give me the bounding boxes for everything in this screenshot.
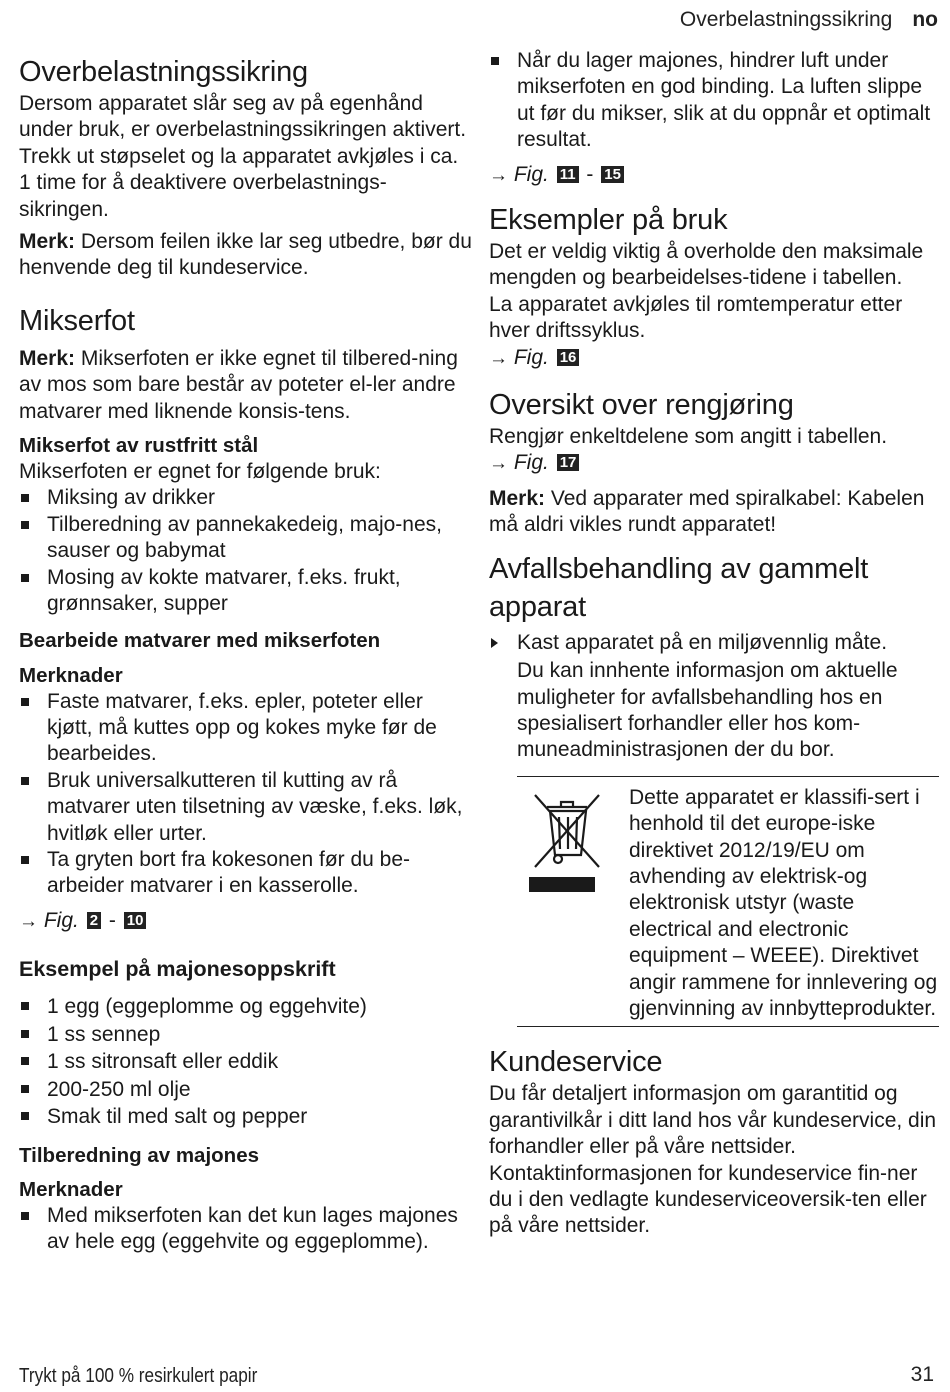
list-item: Mosing av kokte matvarer, f.eks. frukt, grønnsaker, supper: [19, 565, 474, 618]
arrow-right-icon: →: [489, 453, 508, 475]
arrow-right-icon: →: [489, 347, 508, 369]
note-label: Merk:: [489, 486, 546, 510]
list-item: Bruk universalkutteren til kutting av rå matvarer uten tilsetning av væske, f.eks. løk, hvitløk eller urter.: [19, 768, 474, 847]
fig-number-badge: 16: [557, 349, 580, 366]
figure-reference: [19, 908, 474, 935]
list-item: 200-250 ml olje: [19, 1076, 474, 1104]
recipe-heading: Eksempel på majonesoppskrift: [19, 957, 336, 982]
weee-text: Dette apparatet er klassifi-sert i henhold til det europe-iske direktivet 2012/19/EU om avhending av elektrisk-og elektronisk utstyr (waste electrical and electronic equipment – WEEE). Direktivet angir rammene for innlevering og gjenvinning av innbytteprodukter.: [629, 785, 938, 1020]
prep-heading: Tilberedning av majones: [19, 1143, 259, 1167]
right-column: [489, 0, 941, 1240]
figure-reference: [489, 345, 941, 372]
arrow-right-icon: →: [19, 910, 38, 932]
list-item: Smak til med salt og pepper: [19, 1103, 474, 1131]
list-item: Med mikserfoten kan det kun lages majones av hele egg (eggehvite og eggeplomme).: [19, 1203, 474, 1256]
fig-range-separator: -: [586, 162, 594, 186]
process-list: [19, 689, 474, 900]
note-text: Ved apparater med spiralkabel: Kabelen må aldri vikles rundt apparatet!: [489, 486, 925, 537]
fig-number-badge: 10: [124, 912, 147, 929]
fig-number-badge: 17: [557, 454, 580, 471]
cleaning-paragraph: Rengjør enkeltdelene som angitt i tabellen.: [489, 425, 888, 449]
arrow-right-icon: →: [489, 164, 508, 186]
mixer-heading: Mikserfot: [19, 304, 135, 337]
disposal-heading: Avfallsbehandling av gammelt apparat: [489, 552, 869, 623]
cleaning-heading: Oversikt over rengjøring: [489, 389, 794, 422]
footer-recycled-note: Trykt på 100 % resirkulert papir: [19, 1365, 258, 1387]
running-header-title: Overbelastningssikring: [679, 8, 893, 31]
fig-label: Fig.: [513, 451, 549, 475]
notes-label: Merknader: [19, 663, 123, 687]
left-column: [19, 0, 474, 1255]
examples-paragraph-1: Det er veldig viktig å overholde den maksimale mengden og bearbeidelses-tidene i tabellen.: [489, 240, 924, 290]
list-item: Faste matvarer, f.eks. epler, poteter eller kjøtt, må kuttes opp og kokes myke før de bearbeides.: [19, 689, 474, 768]
overload-heading: Overbelastningssikring: [19, 56, 308, 88]
figure-reference: [489, 450, 941, 477]
overload-note: [19, 229, 474, 282]
page-number: 31: [910, 1363, 934, 1386]
weee-notice-box: [517, 776, 939, 1028]
list-item: Miksing av drikker: [19, 485, 474, 511]
prep-notes-list: [19, 1203, 474, 1256]
overload-paragraph-1: Dersom apparatet slår seg av på egenhånd under bruk, er overbelastningssikringen aktivert.: [19, 92, 467, 142]
examples-paragraph-2: La apparatet avkjøles til romtemperatur etter hver driftssyklus.: [489, 292, 903, 343]
list-item: 1 egg (eggeplomme og eggehvite): [19, 993, 474, 1021]
disposal-detail: Du kan innhente informasjon om aktuelle muligheter for avfallsbehandling hos en spesialisert forhandler eller hos kom-muneadministrasjonen der du bor.: [517, 659, 898, 762]
service-heading: Kundeservice: [489, 1046, 663, 1079]
steel-mixer-heading: Mikserfot av rustfritt stål: [19, 434, 259, 458]
list-item: Tilberedning av pannekakedeig, majo-nes, sauser og babymat: [19, 512, 474, 565]
notes-label: Merknader: [19, 1177, 123, 1201]
note-text: Mikserfoten er ikke egnet til tilbered-ning av mos som bare består av poteter el-ler andre matvarer med liknende konsis-tens.: [19, 346, 458, 423]
fig-number-badge: 2: [87, 912, 101, 929]
steel-mixer-intro: Mikserfoten er egnet for følgende bruk:: [19, 460, 381, 484]
cleaning-note: [489, 486, 941, 539]
list-item: 1 ss sitronsaft eller eddik: [19, 1048, 474, 1076]
service-paragraph-2: Kontaktinformasjonen for kundeservice fin-ner du i den vedlagte kundeserviceoversik-ten eller på våre nettsider.: [489, 1161, 927, 1238]
note-label: Merk:: [19, 230, 76, 254]
note-text: Dersom feilen ikke lar seg utbedre, bør du henvende deg til kundeservice.: [19, 230, 472, 280]
figure-reference: [489, 162, 941, 189]
fig-number-badge: 11: [557, 166, 579, 183]
recipe-ingredients-list: [19, 993, 474, 1131]
triangle-bullet-icon: [491, 638, 498, 648]
language-code: no: [912, 8, 938, 31]
note-label: Merk:: [19, 346, 76, 370]
fig-label: Fig.: [513, 162, 549, 186]
process-heading: Bearbeide matvarer med mikserfoten: [19, 628, 381, 652]
crossed-out-wheelie-bin-icon: [517, 785, 629, 1023]
list-item: Når du lager majones, hindrer luft under mikserfoten en god binding. La luften slippe ut før du mikser, slik at du oppnår et optimalt resultat.: [489, 48, 941, 154]
overload-paragraph-2: Trekk ut støpselet og la apparatet avkjøles i ca. 1 time for å deaktivere overbelastnings-sikringen.: [19, 144, 459, 221]
steel-mixer-list: [19, 485, 474, 617]
fig-range-separator: -: [108, 908, 116, 932]
disposal-steps: [489, 630, 941, 656]
examples-heading: Eksempler på bruk: [489, 204, 728, 237]
instruction-step: Kast apparatet på en miljøvennlig måte.: [489, 630, 941, 656]
recipe-notes-continued-list: [489, 48, 941, 154]
fig-label: Fig.: [43, 908, 79, 932]
fig-label: Fig.: [513, 345, 549, 369]
service-paragraph-1: Du får detaljert informasjon om garantitid og garantivilkår i ditt land hos vår kundeservice, din forhandler eller på våre nettsider.: [489, 1082, 937, 1159]
fig-number-badge: 15: [601, 166, 624, 183]
list-item: 1 ss sennep: [19, 1021, 474, 1049]
mixer-note: [19, 346, 474, 425]
list-item: Ta gryten bort fra kokesonen før du be-arbeider matvarer i en kasserolle.: [19, 847, 474, 900]
